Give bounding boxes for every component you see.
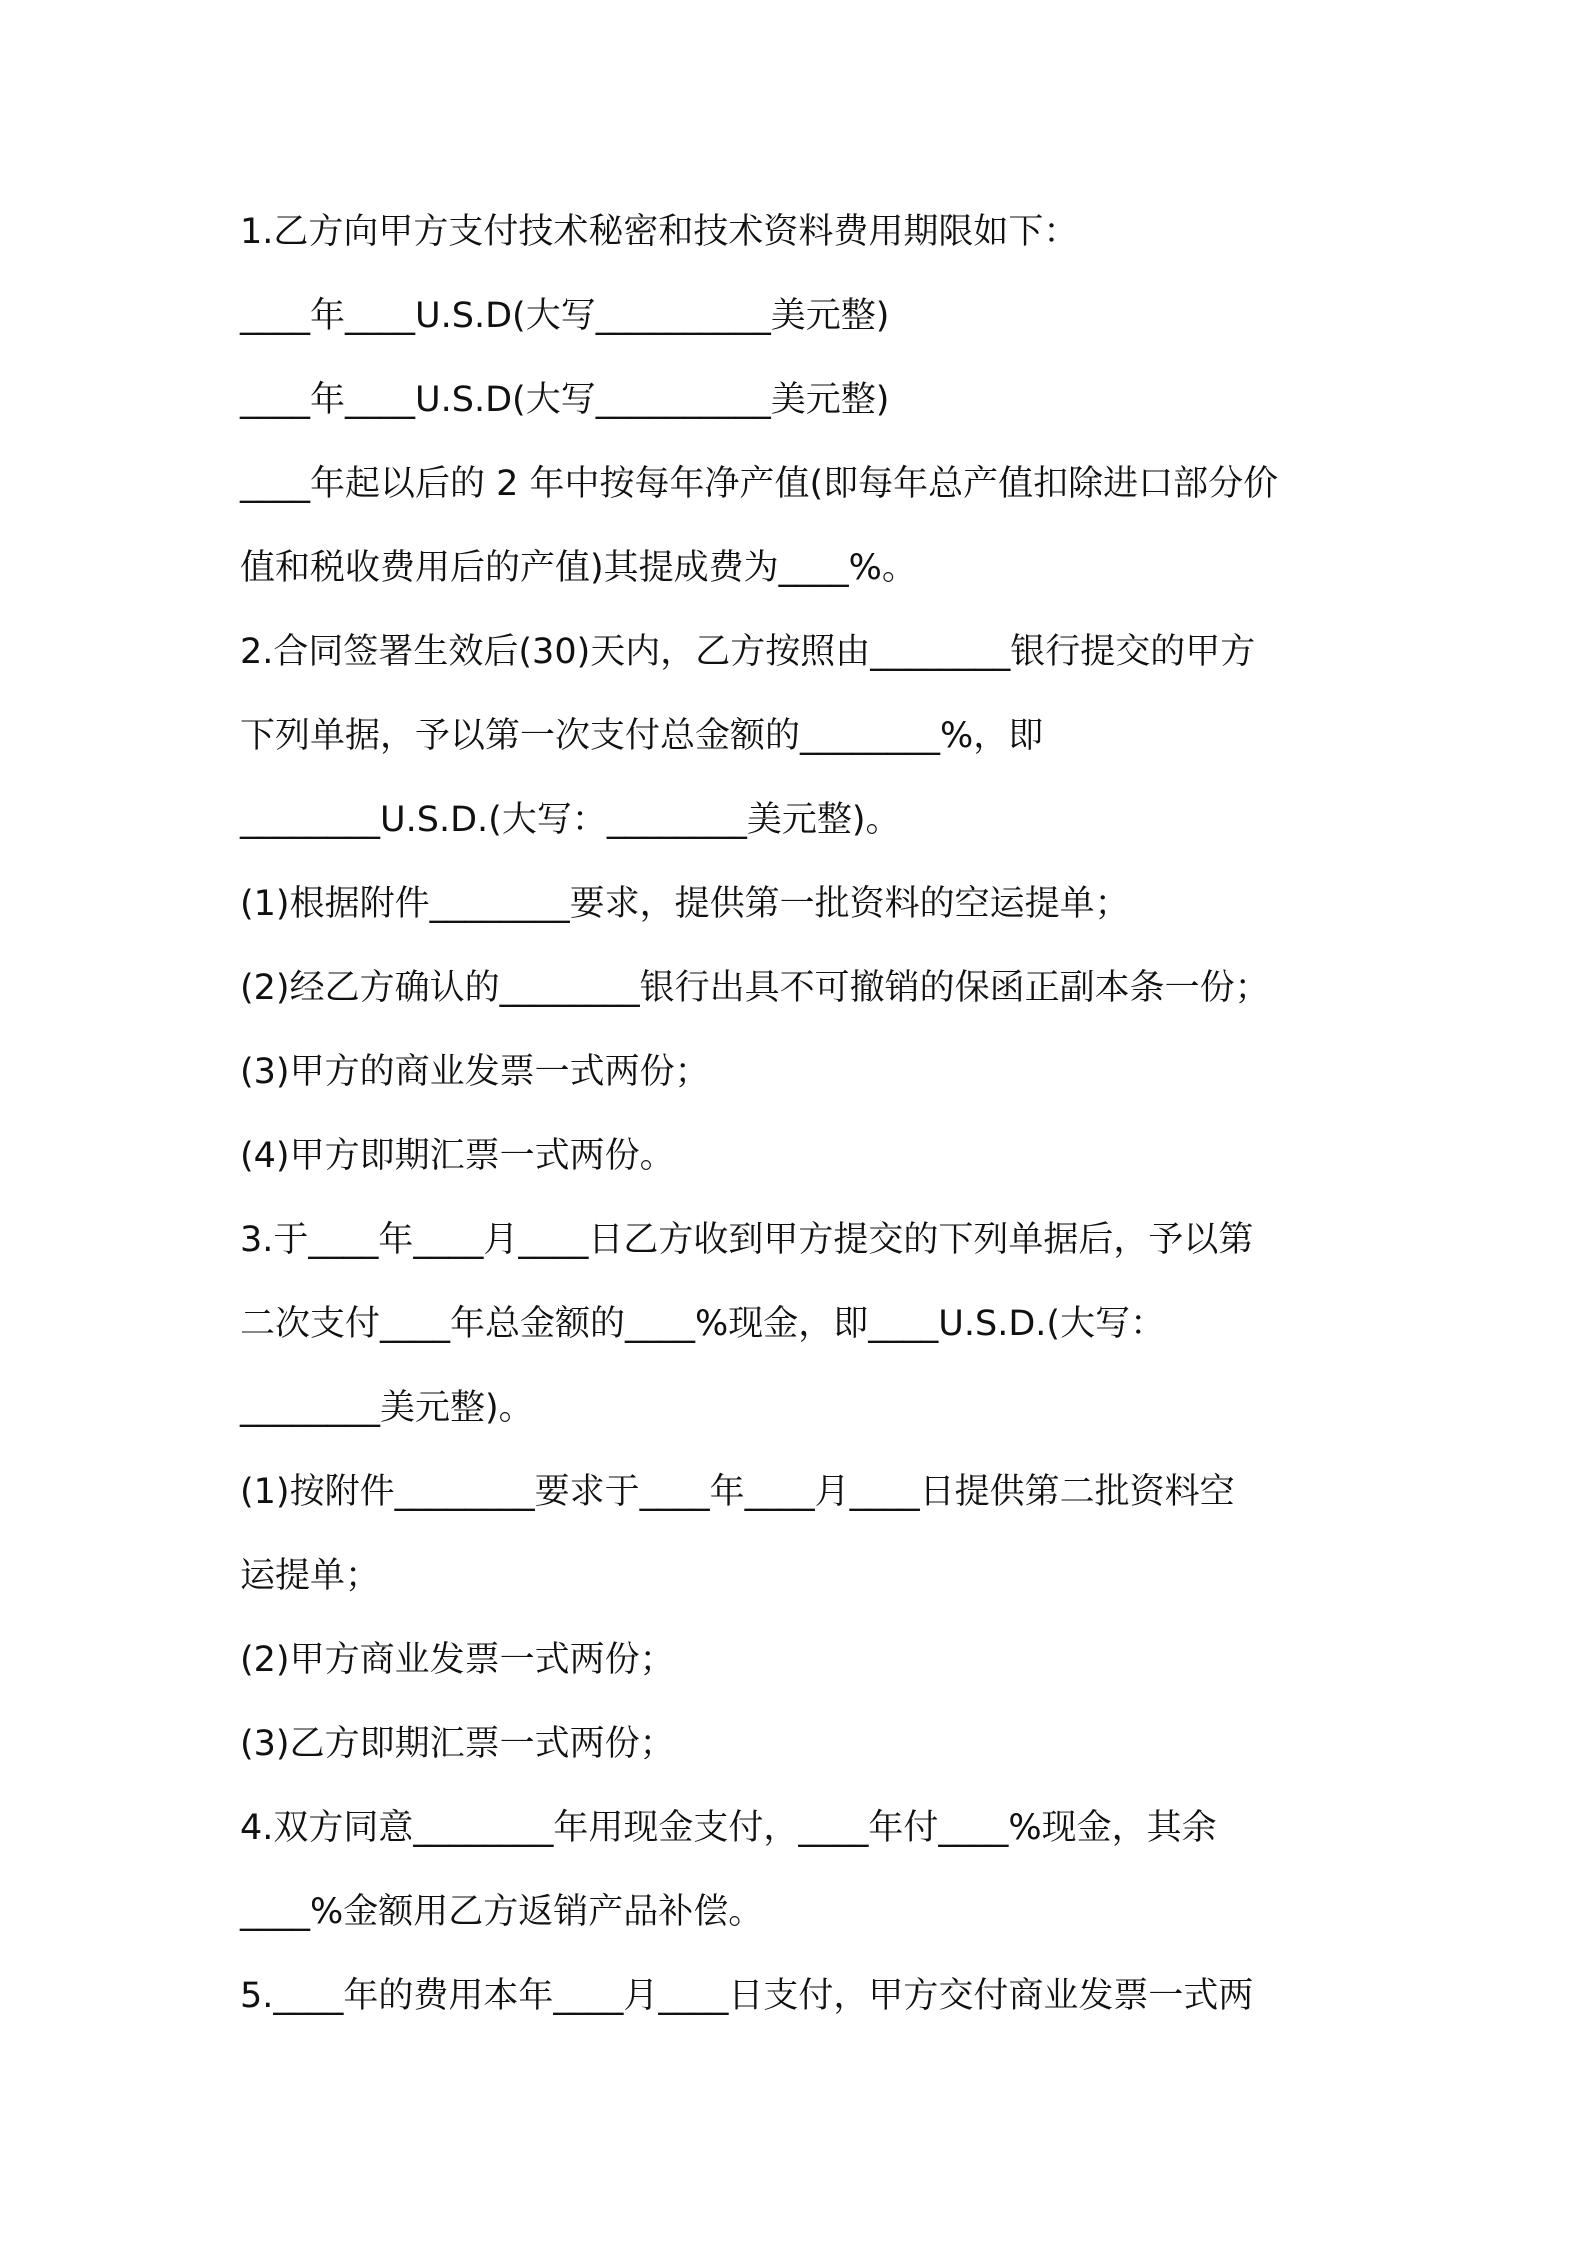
- document-body: [240, 190, 1360, 2038]
- text-line-14: 二次支付____年总金额的____%现金，即____U.S.D.(大写：: [240, 1304, 1166, 1344]
- text-line-1: 1.乙方向甲方支付技术秘密和技术资料费用期限如下：: [240, 212, 1079, 252]
- text-line-8: ________U.S.D.(大写：________美元整)。: [240, 800, 901, 840]
- text-line-7: 下列单据，予以第一次支付总金额的________%，即: [240, 716, 1044, 756]
- text-line-6: 2.合同签署生效后(30)天内，乙方按照由________银行提交的甲方: [240, 632, 1256, 672]
- text-line-3: ____年____U.S.D(大写__________美元整): [240, 380, 890, 420]
- text-line-16: (1)按附件________要求于____年____月____日提供第二批资料空: [240, 1472, 1235, 1512]
- text-line-2: ____年____U.S.D(大写__________美元整): [240, 296, 890, 336]
- text-line-5: 值和税收费用后的产值)其提成费为____%。: [240, 548, 917, 588]
- text-line-11: (3)甲方的商业发票一式两份；: [240, 1052, 710, 1092]
- text-line-17: 运提单；: [240, 1556, 381, 1596]
- text-line-19: (3)乙方即期汇票一式两份；: [240, 1724, 675, 1764]
- text-line-22: 5.____年的费用本年____月____日支付，甲方交付商业发票一式两: [240, 1976, 1254, 2016]
- text-line-15: ________美元整)。: [240, 1388, 534, 1428]
- text-line-18: (2)甲方商业发票一式两份；: [240, 1640, 675, 1680]
- text-line-9: (1)根据附件________要求，提供第一批资料的空运提单；: [240, 884, 1130, 924]
- text-line-4: ____年起以后的 2 年中按每年净产值(即每年总产值扣除进口部分价: [240, 464, 1279, 504]
- text-line-21: ____%金额用乙方返销产品补偿。: [240, 1892, 764, 1932]
- text-line-10: (2)经乙方确认的________银行出具不可撤销的保函正副本条一份；: [240, 968, 1270, 1008]
- text-line-12: (4)甲方即期汇票一式两份。: [240, 1136, 675, 1176]
- text-line-20: 4.双方同意________年用现金支付，____年付____%现金，其余: [240, 1808, 1217, 1848]
- text-line-13: 3.于____年____月____日乙方收到甲方提交的下列单据后，予以第: [240, 1220, 1254, 1260]
